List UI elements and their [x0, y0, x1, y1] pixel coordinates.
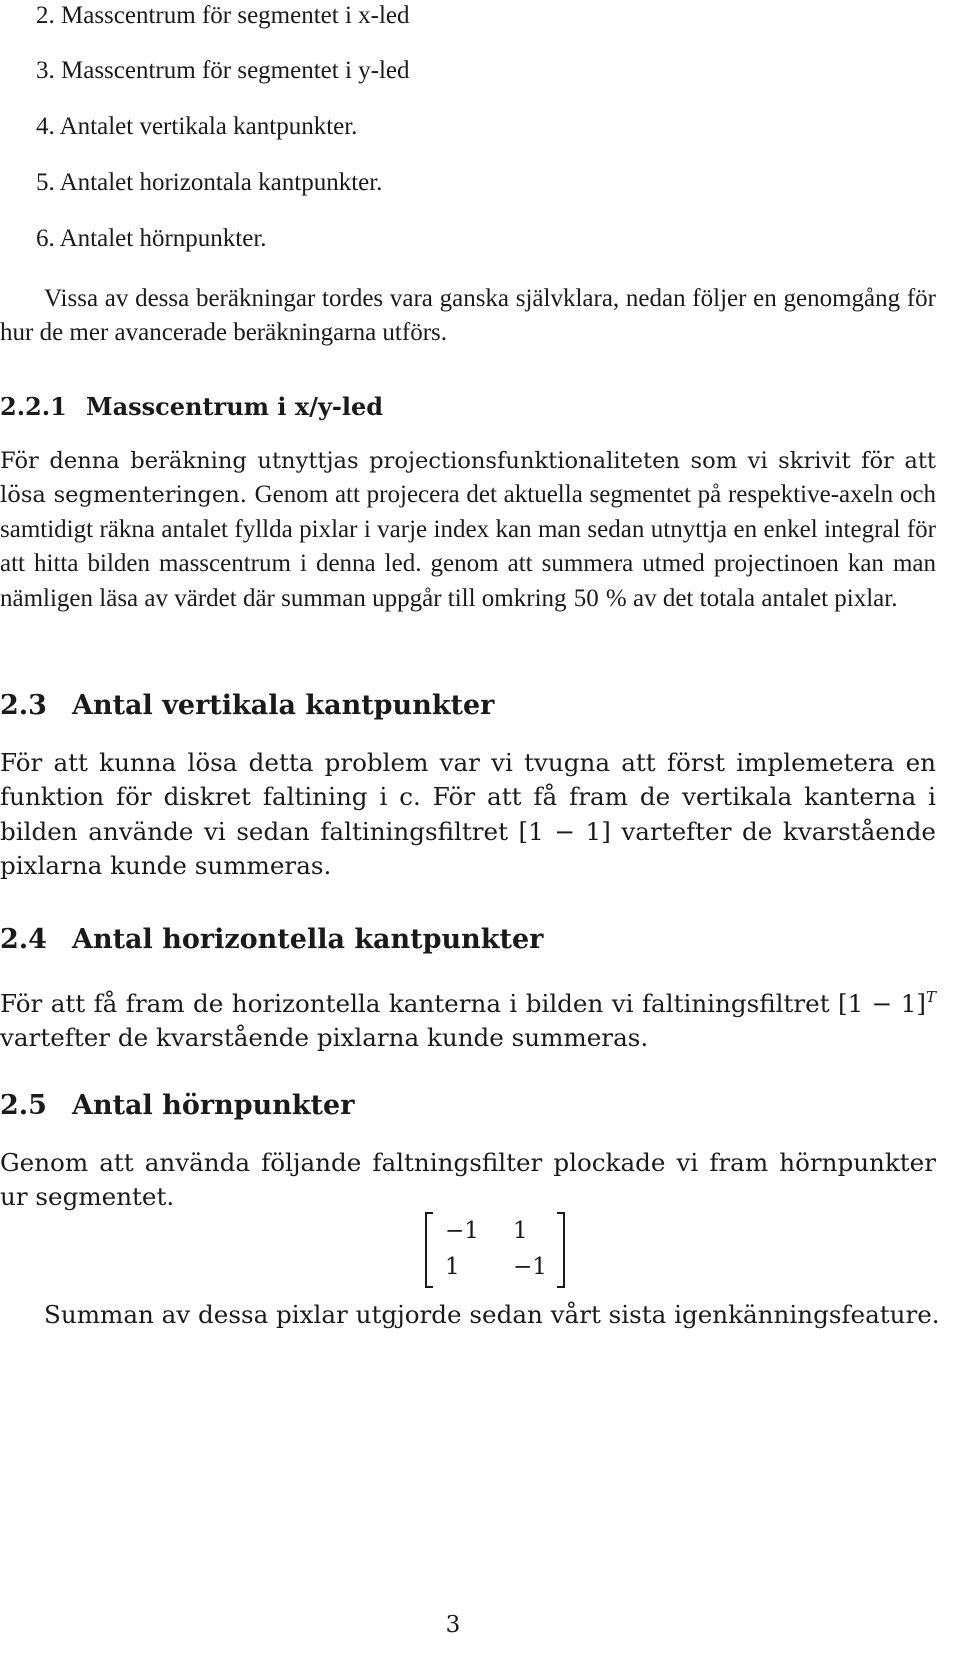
matrix-right-bracket [557, 1212, 565, 1288]
section-paragraph [0, 980, 936, 1056]
list-item: 3. Masscentrum för segmentet i y-led [36, 57, 410, 84]
paragraph-text: Genom att projecera det aktuella segmentet på respektive-axeln och samtidigt räkna antalet fyllda pixlar i varje index kan man sedan utnyttja en enkel integral för att hitta bilden masscentrum i denna led. genom att summera utmed projectinoen kan man nämligen läsa av värdet där summan uppgår till omkring [0, 481, 936, 612]
section-title: Antal horizontella kantpunkter [72, 924, 544, 955]
list-item: 6. Antalet hörnpunkter. [36, 225, 267, 252]
math-filter: [1 − 1] [838, 989, 926, 1018]
paragraph-text: vartefter de kvarstående pixlarna kunde summeras. [0, 816, 936, 881]
math-value: 50 [573, 584, 599, 612]
math-superscript: T [925, 988, 936, 1006]
intro-paragraph: Vissa av dessa beräkningar tordes vara ganska självklara, nedan följer en genomgång för hur de mer avancerade beräkningarna utförs. [0, 285, 936, 346]
matrix-cell: 1 [445, 1254, 460, 1280]
section-paragraph [0, 444, 936, 616]
section-paragraph [0, 746, 936, 884]
list-item: 4. Antalet vertikala kantpunkter. [36, 113, 358, 140]
section-number: 2.3 [0, 690, 47, 721]
section-number: 2.4 [0, 924, 47, 955]
matrix-cell: 1 [513, 1218, 528, 1244]
section-heading-2-4 [0, 924, 543, 955]
section-heading-2-3 [0, 690, 494, 721]
matrix-cell: −1 [445, 1218, 479, 1244]
section-title: Antal vertikala kantpunkter [72, 690, 495, 721]
math-filter: [1 − 1] [518, 816, 611, 846]
section-heading-2-5 [0, 1090, 354, 1121]
paragraph-text: För att få fram de horizontella kanterna i bilden vi faltiningsfiltret [0, 989, 830, 1018]
closing-paragraph: Summan av dessa pixlar utgjorde sedan vårt sista igenkänningsfeature. [44, 1300, 940, 1329]
corner-filter-matrix [425, 1212, 565, 1288]
paragraph-text: vartefter de kvarstående pixlarna kunde summeras. [0, 1023, 649, 1053]
section-title: Masscentrum i x/y-led [86, 392, 384, 421]
section-paragraph: Genom att använda följande faltningsfilter plockade vi fram hörnpunkter ur segmentet. [0, 1148, 936, 1212]
paragraph-text: För denna beräkning utnyttjas projectionsfunktionaliteten som vi skrivit för att lösa segmenteringen. [0, 448, 936, 509]
section-number: 2.5 [0, 1090, 47, 1121]
page-number: 3 [445, 1612, 461, 1638]
list-item: 2. Masscentrum för segmentet i x-led [36, 2, 410, 29]
paragraph-text: För att kunna lösa detta problem var vi tvugna att först implemetera en funktion för diskret faltining i c. För att få fram de vertikala kanterna i bilden använde vi sedan faltiningsfiltret [0, 748, 936, 846]
matrix-cell: −1 [513, 1254, 547, 1280]
matrix-left-bracket [425, 1212, 433, 1288]
paragraph-text: % av det totala antalet pixlar. [605, 584, 898, 612]
section-title: Antal hörnpunkter [72, 1090, 355, 1121]
list-item: 5. Antalet horizontala kantpunkter. [36, 169, 383, 196]
section-heading-2-2-1 [0, 392, 383, 421]
section-number: 2.2.1 [0, 392, 67, 421]
